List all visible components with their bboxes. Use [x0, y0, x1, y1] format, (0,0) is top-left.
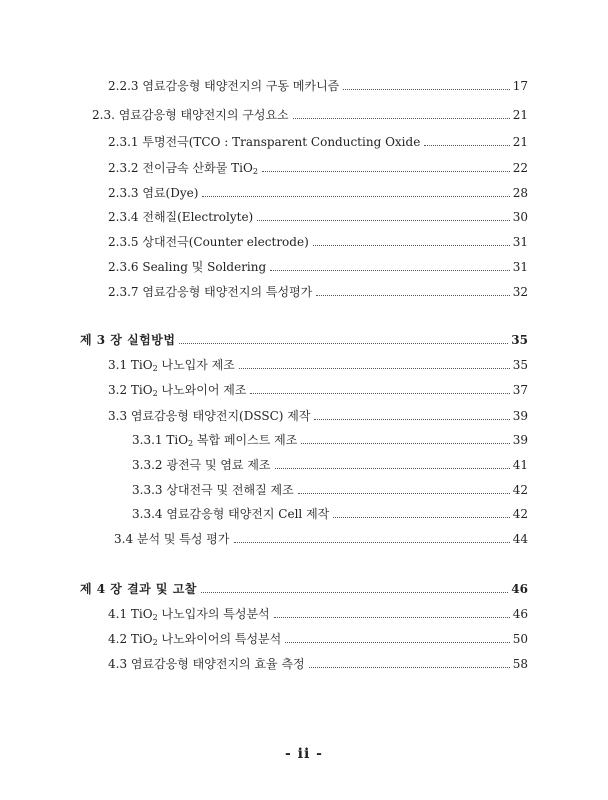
- toc-entry-page: 58: [512, 657, 528, 671]
- page-number: - ii -: [284, 746, 323, 762]
- leader-dots: [270, 270, 510, 271]
- toc-entry-page: 37: [512, 383, 528, 397]
- toc-entry-label: 3.3 염료감응형 태양전지(DSSC) 제작: [108, 409, 311, 423]
- toc-entry-page: 42: [512, 507, 528, 521]
- toc-entry[interactable]: [108, 74, 528, 94]
- toc-entry[interactable]: [108, 280, 528, 300]
- toc-entry[interactable]: [108, 627, 528, 647]
- toc-entry-page: 46: [512, 607, 528, 621]
- toc-entry[interactable]: [108, 181, 528, 201]
- toc-chapter-3[interactable]: [80, 328, 528, 348]
- leader-dots: [202, 196, 509, 197]
- toc-entry-label: 3.3.2 광전극 및 염료 제조: [132, 458, 271, 472]
- toc-entry[interactable]: [108, 255, 528, 275]
- toc-entry-label: 2.3.4 전해질(Electrolyte): [108, 210, 254, 224]
- toc-entry[interactable]: [108, 156, 528, 176]
- toc-entry-label: 3.2 TiO$_2$ 나노와이어 제조: [108, 383, 247, 398]
- toc-entry[interactable]: [108, 378, 528, 398]
- leader-dots: [343, 89, 509, 90]
- toc-entry-label: 3.4 분석 및 특성 평가: [114, 532, 230, 546]
- toc-chapter-page: 35: [511, 333, 528, 347]
- leader-dots: [262, 171, 510, 172]
- toc-entry-page: 31: [512, 260, 528, 274]
- leader-dots: [234, 542, 510, 543]
- leader-dots: [179, 343, 508, 344]
- toc-entry-label: 2.3.6 Sealing 및 Soldering: [108, 260, 267, 274]
- toc-entry-label: 3.3.4 염료감응형 태양전지 Cell 제작: [132, 507, 330, 521]
- toc-entry-page: 39: [512, 433, 528, 447]
- toc-chapter-label: 제 3 장 실험방법: [80, 333, 176, 347]
- toc-entry-page: 21: [512, 108, 528, 122]
- toc-entry[interactable]: [108, 205, 528, 225]
- toc-entry-label: 2.2.3 염료감응형 태양전지의 구동 메카니즘: [108, 79, 340, 93]
- toc-entry[interactable]: [108, 652, 528, 672]
- leader-dots: [316, 295, 509, 296]
- leader-dots: [333, 517, 509, 518]
- toc-entry-label: 2.3.2 전이금속 산화물 TiO$_2$: [108, 161, 258, 176]
- toc-entry[interactable]: [108, 230, 528, 250]
- toc-entry[interactable]: [132, 453, 528, 473]
- toc-entry-page: 50: [512, 632, 528, 646]
- toc-entry[interactable]: [108, 353, 528, 373]
- toc-entry-page: 42: [512, 483, 528, 497]
- toc-chapter-page: 46: [511, 582, 528, 596]
- toc-entry[interactable]: [132, 502, 528, 522]
- toc-entry-page: 28: [512, 186, 528, 200]
- toc-entry-label: 2.3.1 투명전극(TCO : Transparent Conducting Oxide: [108, 135, 421, 149]
- leader-dots: [239, 368, 510, 369]
- toc-entry-label: 4.1 TiO$_2$ 나노입자의 특성분석: [108, 607, 270, 622]
- leader-dots: [424, 145, 509, 146]
- toc-entry-page: 31: [512, 235, 528, 249]
- toc-entry[interactable]: [92, 103, 528, 123]
- toc-entry-label: 2.3. 염료감응형 태양전지의 구성요소: [92, 108, 289, 122]
- leader-dots: [314, 419, 509, 420]
- leader-dots: [301, 443, 509, 444]
- toc-entry-page: 39: [512, 409, 528, 423]
- toc-entry-page: 41: [512, 458, 528, 472]
- toc-entry-label: 3.1 TiO$_2$ 나노입자 제조: [108, 358, 235, 373]
- leader-dots: [309, 667, 510, 668]
- toc-entry-label: 2.3.7 염료감응형 태양전지의 특성평가: [108, 285, 313, 299]
- toc-entry-page: 44: [512, 532, 528, 546]
- leader-dots: [298, 493, 510, 494]
- toc-entry-page: 21: [512, 135, 528, 149]
- leader-dots: [275, 468, 510, 469]
- leader-dots: [201, 592, 508, 593]
- toc-entry[interactable]: [132, 428, 528, 448]
- toc-entry-label: 4.2 TiO$_2$ 나노와이어의 특성분석: [108, 632, 282, 647]
- leader-dots: [257, 220, 509, 221]
- toc-entry-label: 3.3.3 상대전극 및 전해질 제조: [132, 483, 294, 497]
- toc-chapter-label: 제 4 장 결과 및 고찰: [80, 582, 197, 596]
- toc-chapter-4[interactable]: [80, 577, 528, 597]
- toc-entry-label: 2.3.3 염료(Dye): [108, 186, 199, 200]
- toc-entry-page: 22: [512, 161, 528, 175]
- toc-entry-label: 2.3.5 상대전극(Counter electrode): [108, 235, 309, 249]
- toc-entry-label: 3.3.1 TiO$_2$ 복합 페이스트 제조: [132, 433, 298, 448]
- leader-dots: [274, 617, 510, 618]
- toc-entry[interactable]: [132, 478, 528, 498]
- toc-entry[interactable]: [108, 602, 528, 622]
- toc-entry-page: 17: [512, 79, 528, 93]
- toc-entry[interactable]: [108, 404, 528, 424]
- toc-entry[interactable]: [108, 130, 528, 150]
- toc-entry[interactable]: [114, 527, 528, 547]
- leader-dots: [250, 393, 509, 394]
- toc-entry-page: 30: [512, 210, 528, 224]
- toc-entry-page: 32: [512, 285, 528, 299]
- toc-entry-label: 4.3 염료감응형 태양전지의 효율 측정: [108, 657, 305, 671]
- toc-entry-page: 35: [512, 358, 528, 372]
- leader-dots: [293, 118, 510, 119]
- leader-dots: [285, 642, 509, 643]
- leader-dots: [313, 245, 510, 246]
